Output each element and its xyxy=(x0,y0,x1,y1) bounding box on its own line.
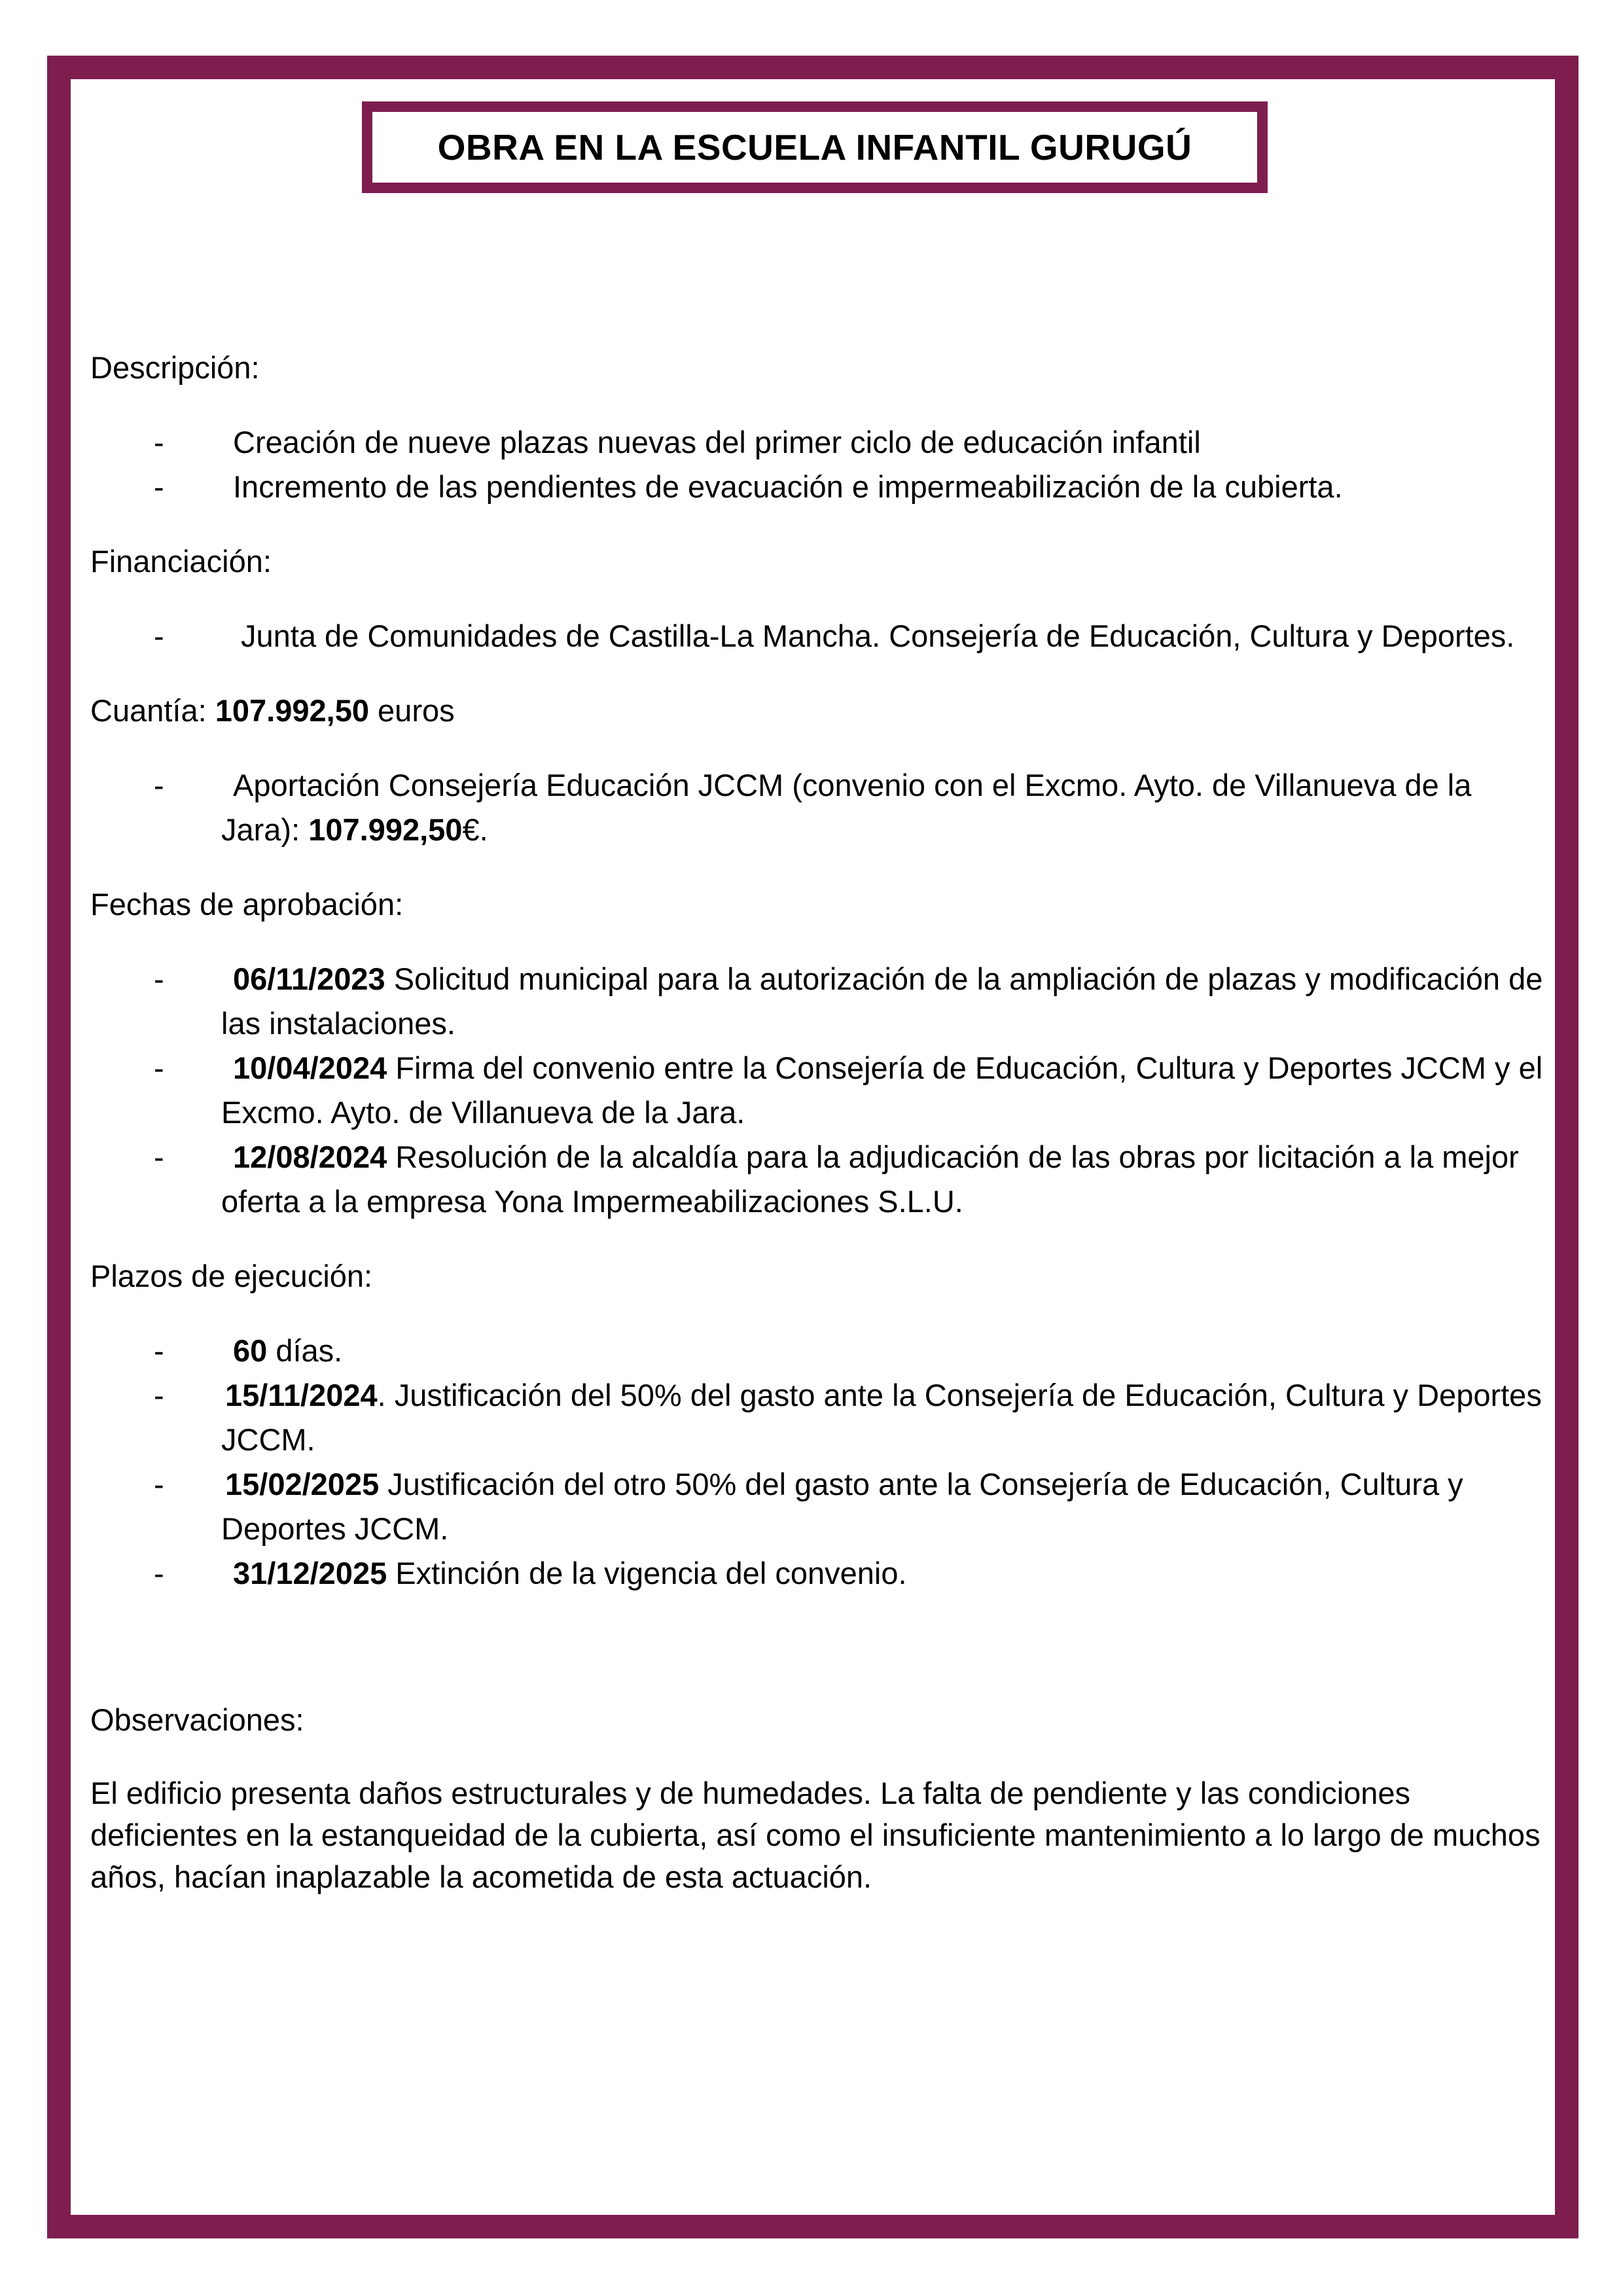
financiacion-list xyxy=(90,614,1550,658)
fecha-date: 10/04/2024 xyxy=(233,1050,387,1085)
cuantia-label: Cuantía: xyxy=(90,693,207,728)
plazo-text: días. xyxy=(276,1333,343,1368)
financiacion-heading: Financiación: xyxy=(90,544,272,579)
list-item xyxy=(90,614,1550,658)
dash-bullet: - xyxy=(154,619,164,653)
dash-bullet: - xyxy=(154,425,164,459)
fecha-text: Solicitud municipal para la autorización de la ampliación de plazas y modificación de las instalaciones. xyxy=(221,961,1543,1041)
cuantia-unit: euros xyxy=(378,693,455,728)
descripcion-list xyxy=(90,420,1550,509)
cuantia-amount: 107.992,50 xyxy=(215,693,369,728)
title-box xyxy=(362,101,1268,193)
list-item xyxy=(90,1135,1550,1224)
cuantia-line xyxy=(90,689,1550,733)
plazos-list xyxy=(90,1329,1550,1596)
list-item xyxy=(90,420,1550,465)
fecha-text: Firma del convenio entre la Consejería de Educación, Cultura y Deportes JCCM y el Excmo. Ayto. de Villanueva de la Jara. xyxy=(221,1050,1543,1130)
fecha-date: 12/08/2024 xyxy=(233,1139,387,1174)
plazo-text: Justificación del otro 50% del gasto ante la Consejería de Educación, Cultura y Deportes JCCM. xyxy=(221,1467,1463,1546)
fechas-heading: Fechas de aprobación: xyxy=(90,887,404,922)
list-item xyxy=(90,465,1550,509)
dash-bullet: - xyxy=(154,1378,164,1412)
plazo-text: . Justificación del 50% del gasto ante la Consejería de Educación, Cultura y Deportes JCCM. xyxy=(221,1378,1542,1457)
dash-bullet: - xyxy=(154,1467,164,1501)
list-item xyxy=(90,1373,1550,1462)
list-item xyxy=(90,1329,1550,1373)
financiacion-item-text: Junta de Comunidades de Castilla-La Mancha. Consejería de Educación, Cultura y Deportes. xyxy=(241,619,1515,653)
dash-bullet: - xyxy=(154,469,164,504)
dash-bullet: - xyxy=(154,1556,164,1590)
observaciones-text: El edificio presenta daños estructurales y de humedades. La falta de pendiente y las condiciones deficientes en la estanqueidad de la cubierta, así como el insuficiente mantenimiento a lo largo de muchos años, hacían inaplazable la acometida de esta actuación. xyxy=(90,1776,1541,1894)
fecha-text: Resolución de la alcaldía para la adjudicación de las obras por licitación a la mejor oferta a la empresa Yona Impermeabilizaciones S.L.U. xyxy=(221,1139,1519,1219)
plazo-date: 15/11/2024 xyxy=(225,1378,378,1412)
observaciones-heading: Observaciones: xyxy=(90,1702,304,1737)
plazo-date: 15/02/2025 xyxy=(225,1467,380,1501)
list-item xyxy=(90,957,1550,1046)
dash-bullet: - xyxy=(154,961,164,996)
cuantia-item-suffix: €. xyxy=(462,812,488,847)
dash-bullet: - xyxy=(154,1139,164,1174)
dash-bullet: - xyxy=(154,768,164,802)
descripcion-item-text: Creación de nueve plazas nuevas del primer ciclo de educación infantil xyxy=(233,425,1201,459)
cuantia-list xyxy=(90,763,1550,852)
plazo-text: Extinción de la vigencia del convenio. xyxy=(395,1556,907,1590)
plazo-date: 31/12/2025 xyxy=(233,1556,387,1590)
list-item xyxy=(90,1462,1550,1551)
fechas-list xyxy=(90,957,1550,1224)
dash-bullet: - xyxy=(154,1333,164,1368)
list-item xyxy=(90,1046,1550,1135)
list-item xyxy=(90,1551,1550,1596)
plazo-date: 60 xyxy=(233,1333,268,1368)
cuantia-item-text: Aportación Consejería Educación JCCM (convenio con el Excmo. Ayto. de Villanueva de la Jara): xyxy=(221,768,1472,847)
plazos-heading: Plazos de ejecución: xyxy=(90,1259,373,1293)
descripcion-item-text: Incremento de las pendientes de evacuación e impermeabilización de la cubierta. xyxy=(233,469,1343,504)
document-body xyxy=(90,346,1550,1928)
fecha-date: 06/11/2023 xyxy=(233,961,385,996)
descripcion-heading: Descripción: xyxy=(90,350,260,385)
list-item xyxy=(90,763,1550,852)
cuantia-item-amount: 107.992,50 xyxy=(308,812,463,847)
page-title: OBRA EN LA ESCUELA INFANTIL GURUGÚ xyxy=(437,127,1192,168)
dash-bullet: - xyxy=(154,1050,164,1085)
